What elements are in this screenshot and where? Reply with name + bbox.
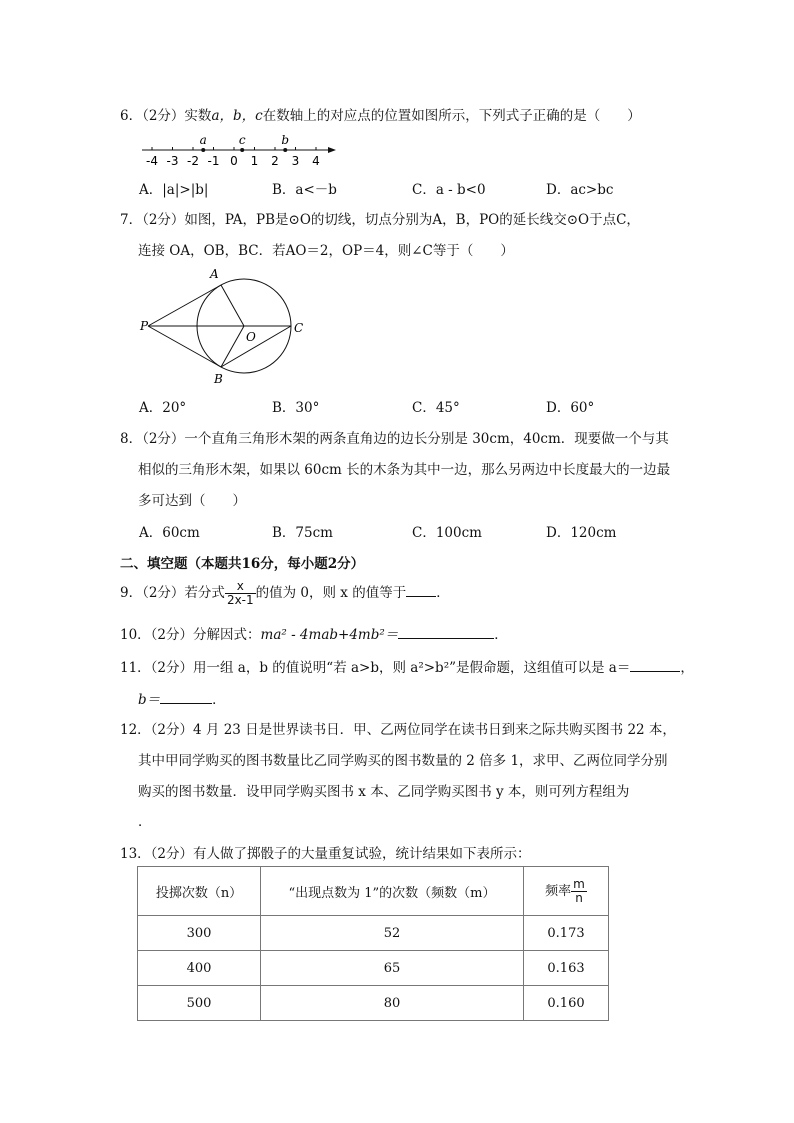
number-line-tick-label: -1 bbox=[207, 154, 220, 168]
q8-line3: 多可达到（ ） bbox=[138, 493, 246, 509]
cell-count: 80 bbox=[261, 986, 524, 1021]
cell-throws: 300 bbox=[138, 916, 261, 951]
table-row bbox=[138, 951, 609, 986]
q12-line3: 购买的图书数量．设甲同学购买图书 x 本、乙同学购买图书 y 本，则可列方程组为 bbox=[138, 784, 630, 800]
header-frequency: 频率 $\frac{m}{n}$ bbox=[524, 867, 609, 916]
q6-option-c[interactable]: C．a - b<0 bbox=[412, 182, 486, 198]
label-a: A bbox=[210, 267, 219, 281]
number-line-tick-label: -3 bbox=[166, 154, 179, 168]
q13-stem: 13．（2分）有人做了掷骰子的大量重复试验，统计结果如下表所示： bbox=[120, 846, 531, 862]
q12-line1: 12．（2分）4 月 23 日是世界读书日．甲、乙两位同学在读书日到来之际共购买图书 22 本， bbox=[120, 722, 676, 738]
number-line-tick-label: -2 bbox=[187, 154, 199, 168]
number-line-tick-label: 1 bbox=[250, 154, 259, 168]
cell-throws: 500 bbox=[138, 986, 261, 1021]
q8-option-d[interactable]: D．120cm bbox=[546, 525, 617, 541]
q9-fraction: $\frac{x}{2x-1}$ bbox=[226, 579, 254, 607]
q7-option-c[interactable]: C．45° bbox=[412, 400, 460, 416]
q12-line4: ． bbox=[138, 814, 152, 830]
q11-line2: b＝ ． bbox=[138, 692, 226, 708]
q6-option-b[interactable]: B．a<－b bbox=[272, 182, 337, 198]
label-p: P bbox=[140, 319, 149, 333]
q10: 10．（2分）分解因式：ma² - 4mab+4mb²＝ ． bbox=[120, 627, 508, 643]
q7-option-a[interactable]: A．20° bbox=[139, 400, 187, 416]
number-line-point-b bbox=[283, 148, 287, 152]
label-b: B bbox=[214, 372, 223, 386]
number-line-tick-label: -4 bbox=[146, 154, 158, 168]
number-line-tick-label: 4 bbox=[312, 154, 320, 168]
q7-option-b[interactable]: B．30° bbox=[272, 400, 320, 416]
number-line-tick-label: 2 bbox=[271, 154, 279, 168]
label-o: O bbox=[246, 330, 256, 344]
q7-line2: 连接 OA，OB，BC．若AO＝2，OP＝4，则∠C等于（ ） bbox=[138, 243, 514, 259]
table-row bbox=[138, 916, 609, 951]
header-throws: 投掷次数（n） bbox=[138, 867, 261, 916]
q12-line2: 其中甲同学购买的图书数量比乙同学购买的图书数量的 2 倍多 1，求甲、乙两位同学分别 bbox=[138, 753, 668, 769]
number-line-tick-label: 0 bbox=[230, 154, 238, 168]
q6-option-d[interactable]: D．ac>bc bbox=[546, 182, 614, 198]
number-line-point-a bbox=[201, 148, 205, 152]
q9-answer-blank[interactable] bbox=[406, 584, 436, 597]
number-line-figure bbox=[138, 128, 343, 168]
cell-throws: 400 bbox=[138, 951, 261, 986]
cell-frequency: 0.160 bbox=[524, 986, 609, 1021]
q8-option-c[interactable]: C．100cm bbox=[412, 525, 482, 541]
q6-option-a[interactable]: A．|a|>|b| bbox=[139, 182, 209, 198]
section-title: 二、填空题（本题共16分，每小题2分） bbox=[120, 556, 365, 572]
q7-option-d[interactable]: D．60° bbox=[546, 400, 595, 416]
circle-tangent-figure bbox=[138, 262, 313, 390]
cell-frequency: 0.173 bbox=[524, 916, 609, 951]
cell-count: 52 bbox=[261, 916, 524, 951]
q8-line1: 8．（2分）一个直角三角形木架的两条直角边的边长分别是 30cm，40cm．现要做一个与其 bbox=[120, 431, 669, 447]
number-line-point-c bbox=[240, 148, 244, 152]
q8-line2: 相似的三角形木架，如果以 60cm 长的木条为其中一边，那么另两边中长度最大的一边最 bbox=[138, 462, 671, 478]
number-line-tick-label: 3 bbox=[291, 154, 300, 168]
q6-stem: 6．（2分）实数a，b，c在数轴上的对应点的位置如图所示，下列式子正确的是（ ） bbox=[120, 108, 641, 124]
cell-frequency: 0.163 bbox=[524, 951, 609, 986]
header-count: “出现点数为 1”的次数（频数（m） bbox=[261, 867, 524, 916]
number-line-point-label: b bbox=[281, 133, 290, 147]
q11-line1: 11．（2分）用一组 a，b 的值说明“若 a>b，则 a²>b²”是假命题，这组值可以是 a＝ ， bbox=[120, 660, 694, 676]
dice-table bbox=[137, 866, 609, 1021]
q11-a-blank[interactable] bbox=[630, 659, 680, 672]
q8-option-a[interactable]: A．60cm bbox=[139, 525, 200, 541]
q7-line1: 7．（2分）如图，PA，PB是⊙O的切线，切点分别为A，B，PO的延长线交⊙O于点C， bbox=[120, 212, 640, 228]
q9: 9．（2分）若分式 $\frac{x}{2x-1}$ 的值为 0，则 x 的值等于 ． bbox=[120, 579, 450, 607]
label-c: C bbox=[294, 321, 304, 335]
q11-b-blank[interactable] bbox=[160, 691, 212, 704]
cell-count: 65 bbox=[261, 951, 524, 986]
q10-answer-blank[interactable] bbox=[398, 626, 494, 639]
number-line-point-label: a bbox=[199, 133, 207, 147]
q8-option-b[interactable]: B．75cm bbox=[272, 525, 333, 541]
table-header-row bbox=[138, 867, 609, 916]
number-line-point-label: c bbox=[238, 133, 246, 147]
table-row bbox=[138, 986, 609, 1021]
